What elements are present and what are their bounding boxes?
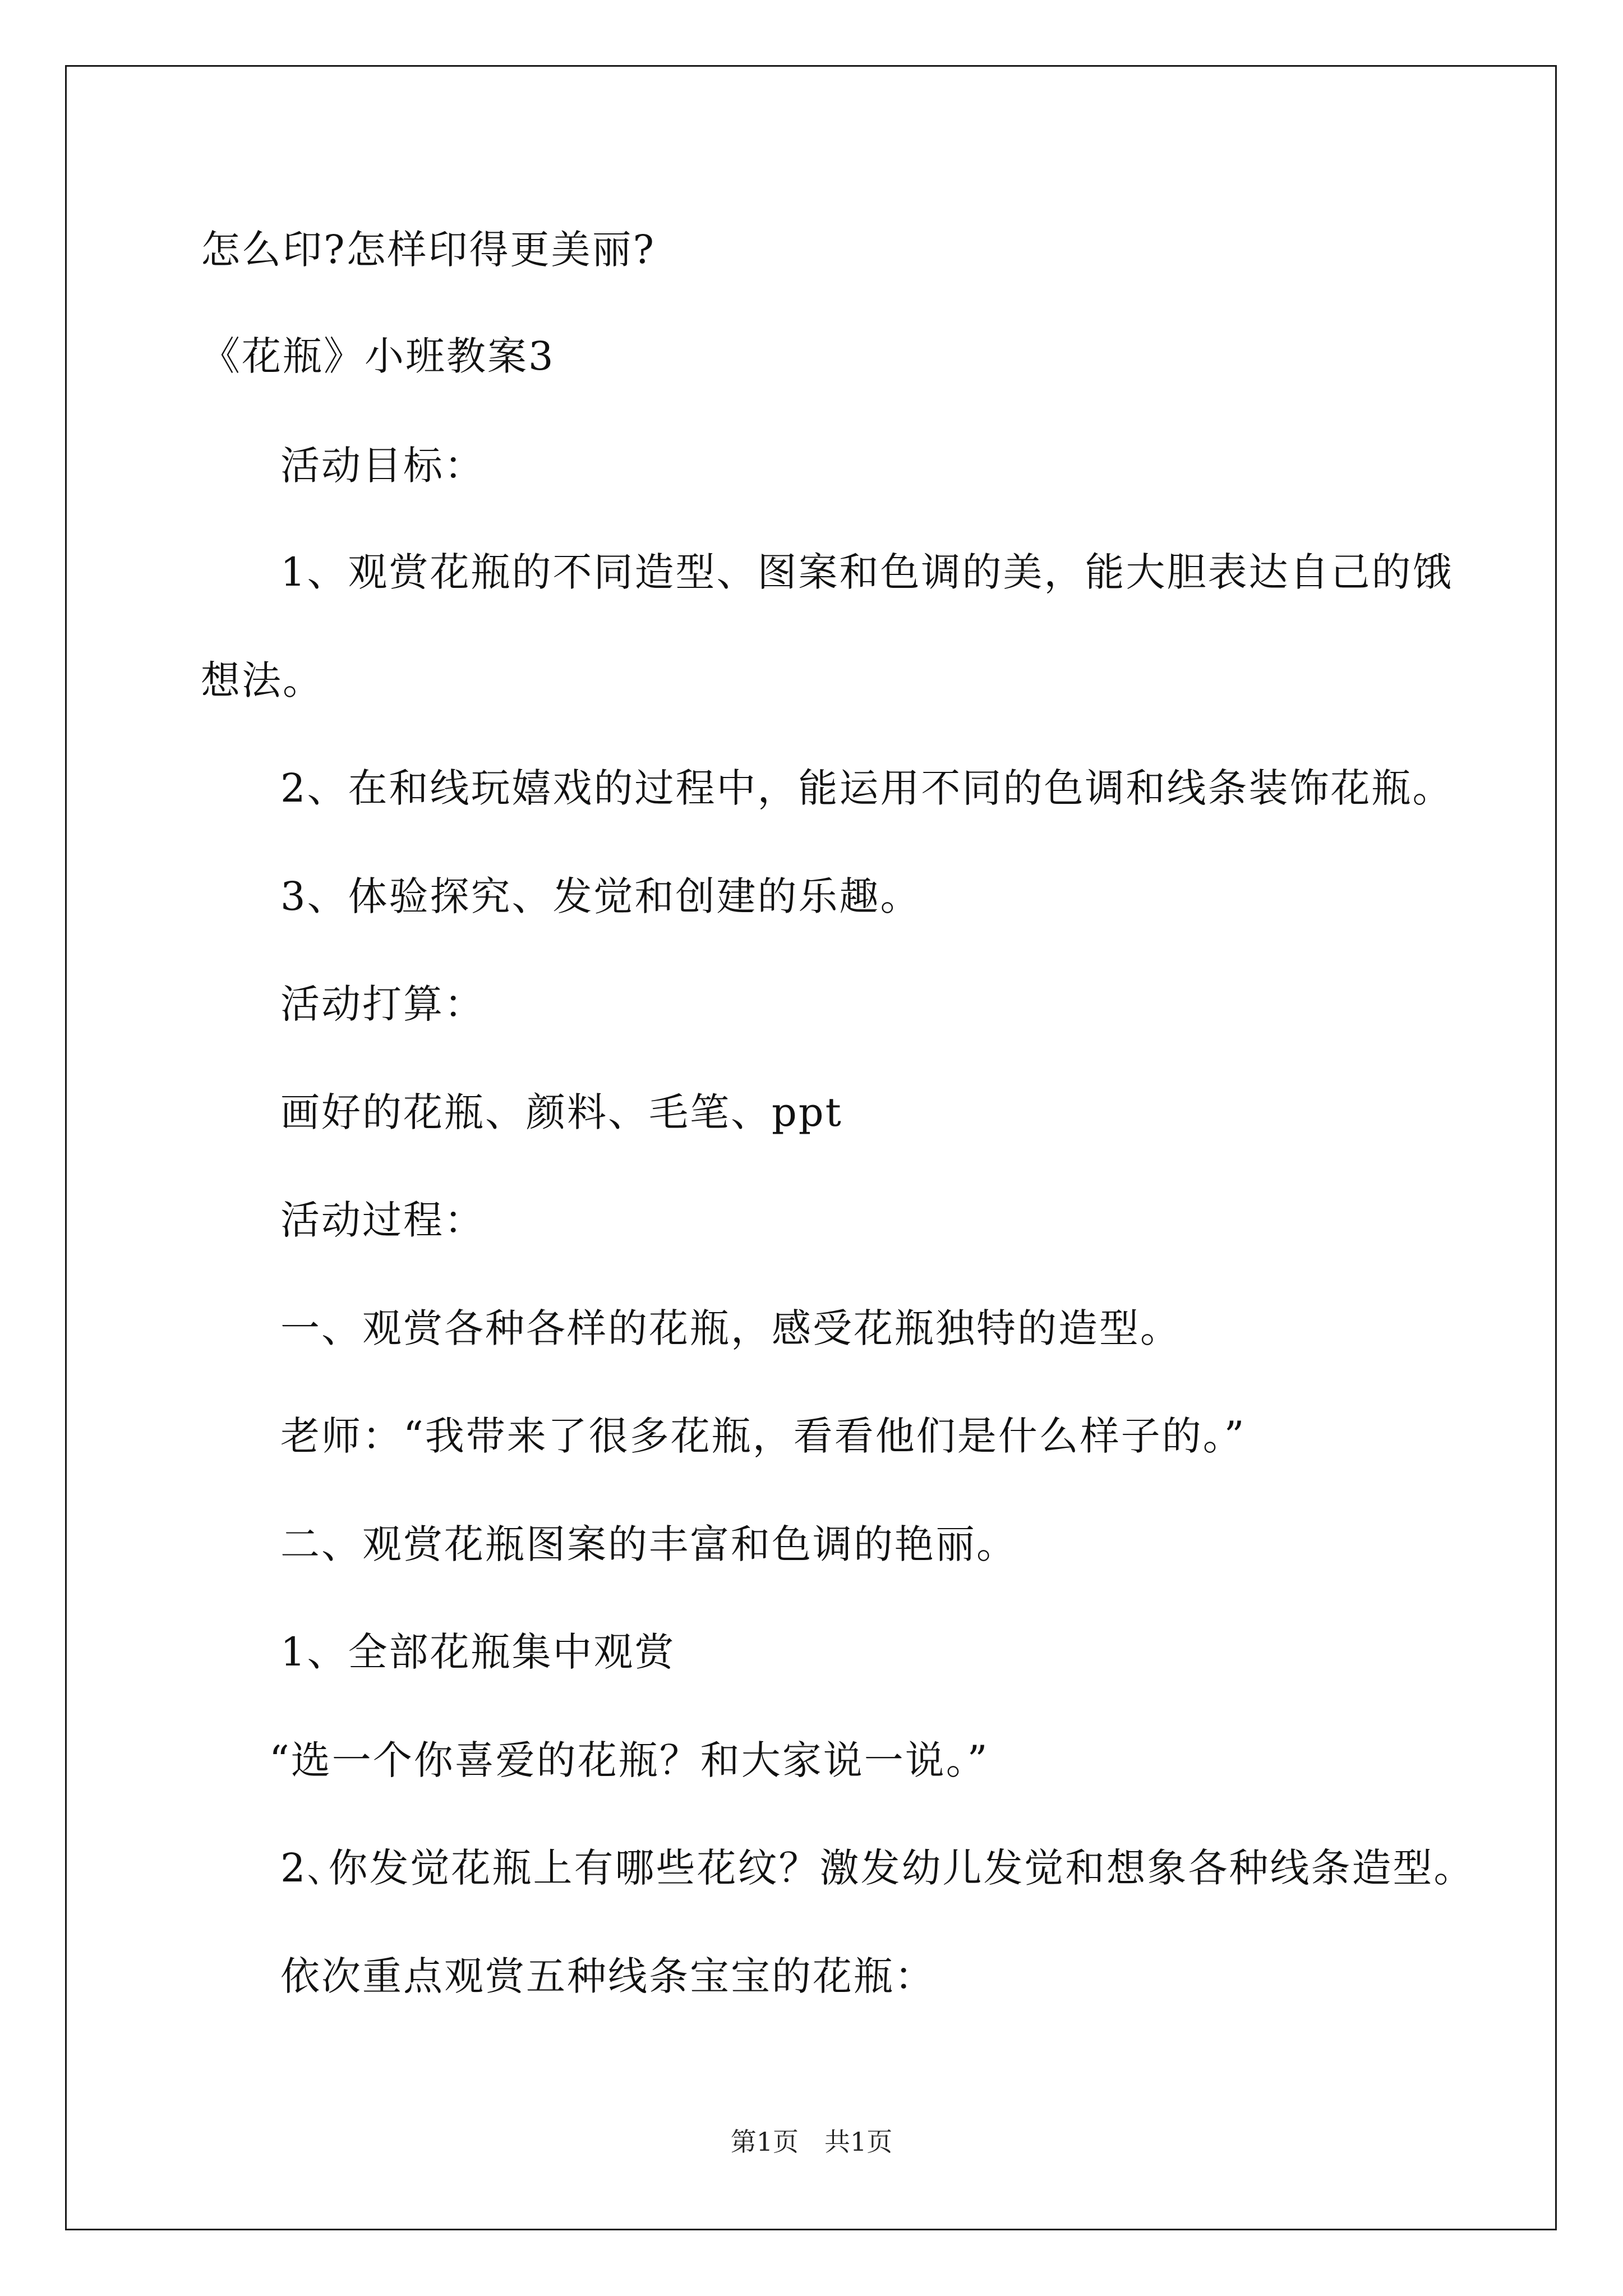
text-line: 《花瓶》小班教案3 — [201, 333, 555, 379]
text-line: 怎么印?怎样印得更美丽? — [201, 227, 656, 273]
text-line: 活动打算： — [280, 981, 485, 1027]
text-line: 一、观赏各种各样的花瓶，感受花瓶独特的造型。 — [280, 1305, 1181, 1351]
text-line: 依次重点观赏五种线条宝宝的花瓶： — [280, 1953, 935, 1999]
text-line: 2、在和线玩嬉戏的过程中，能运用不同的色调和线条装饰花瓶。 — [280, 765, 1454, 811]
text-line: 想法。 — [201, 657, 324, 703]
text-line: 二、观赏花瓶图案的丰富和色调的艳丽。 — [280, 1521, 1017, 1567]
text-line: 1、全部花瓶集中观赏 — [280, 1629, 676, 1675]
text-line: 画好的花瓶、颜料、毛笔、ppt — [280, 1089, 843, 1135]
page-border — [65, 65, 1557, 2230]
page-footer: 第1页 共1页 — [730, 2127, 893, 2157]
text-line: 活动目标： — [280, 443, 485, 489]
text-line: 3、体验探究、发觉和创建的乐趣。 — [280, 873, 921, 919]
text-line: 1、观赏花瓶的不同造型、图案和色调的美，能大胆表达自己的饿 — [280, 549, 1454, 595]
text-line: 活动过程： — [280, 1197, 485, 1243]
text-line: 老师：“我带来了很多花瓶，看看他们是什么样子的。” — [280, 1413, 1246, 1459]
text-line: “选一个你喜爱的花瓶？和大家说一说。” — [269, 1737, 989, 1783]
text-line: 2､你发觉花瓶上有哪些花纹？激发幼儿发觉和想象各种线条造型。 — [280, 1845, 1475, 1891]
